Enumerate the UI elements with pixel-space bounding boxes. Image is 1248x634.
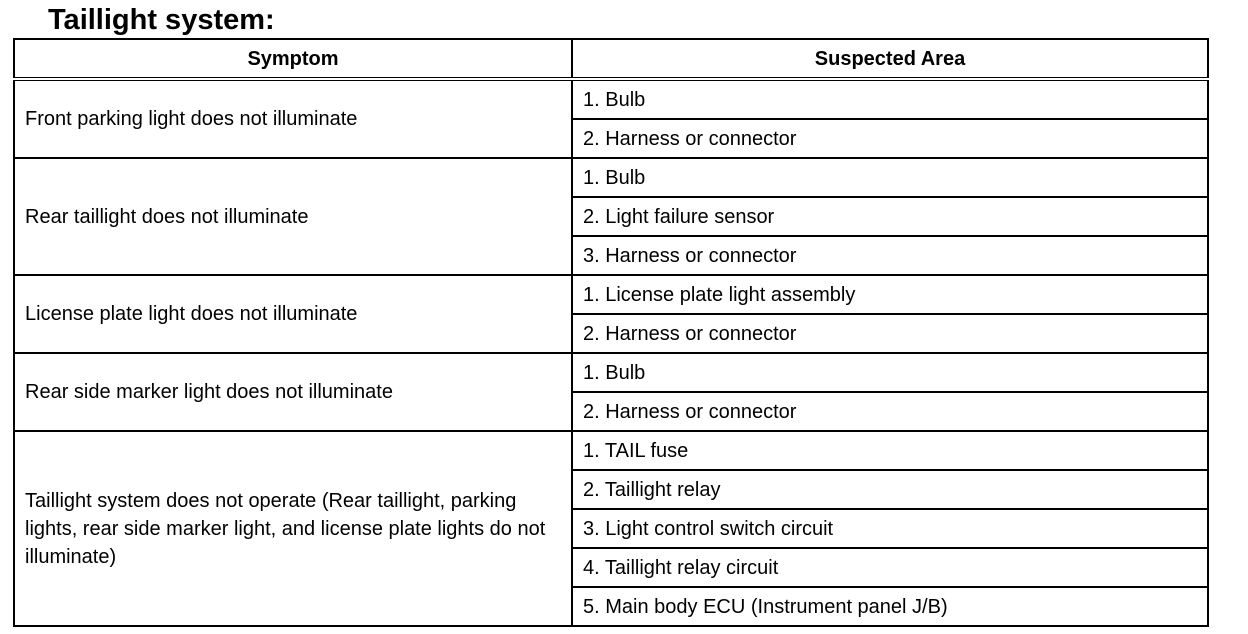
troubleshooting-table <box>13 38 1209 627</box>
suspected-area-cell: 1. Bulb <box>572 158 1208 197</box>
header-row <box>14 39 1208 79</box>
table-row <box>14 79 1208 119</box>
table-row <box>14 353 1208 392</box>
symptom-cell: Taillight system does not operate (Rear taillight, parking lights, rear side marker light, and license plate lights do not illuminate) <box>14 431 572 626</box>
page-title: Taillight system: <box>48 4 275 36</box>
suspected-area-cell: 3. Light control switch circuit <box>572 509 1208 548</box>
suspected-area-cell: 2. Light failure sensor <box>572 197 1208 236</box>
suspected-area-cell: 1. TAIL fuse <box>572 431 1208 470</box>
suspected-area-cell: 5. Main body ECU (Instrument panel J/B) <box>572 587 1208 626</box>
suspected-area-cell: 4. Taillight relay circuit <box>572 548 1208 587</box>
suspected-area-cell: 2. Taillight relay <box>572 470 1208 509</box>
suspected-area-cell: 1. Bulb <box>572 79 1208 119</box>
symptom-cell: Front parking light does not illuminate <box>14 79 572 158</box>
suspected-area-cell: 3. Harness or connector <box>572 236 1208 275</box>
header-suspected-area: Suspected Area <box>572 39 1208 79</box>
symptom-cell: Rear side marker light does not illuminate <box>14 353 572 431</box>
symptom-cell: License plate light does not illuminate <box>14 275 572 353</box>
table-row <box>14 275 1208 314</box>
symptom-cell: Rear taillight does not illuminate <box>14 158 572 275</box>
suspected-area-cell: 2. Harness or connector <box>572 119 1208 158</box>
table-row <box>14 431 1208 470</box>
header-symptom: Symptom <box>14 39 572 79</box>
table-row <box>14 158 1208 197</box>
suspected-area-cell: 1. License plate light assembly <box>572 275 1208 314</box>
suspected-area-cell: 2. Harness or connector <box>572 314 1208 353</box>
suspected-area-cell: 1. Bulb <box>572 353 1208 392</box>
suspected-area-cell: 2. Harness or connector <box>572 392 1208 431</box>
